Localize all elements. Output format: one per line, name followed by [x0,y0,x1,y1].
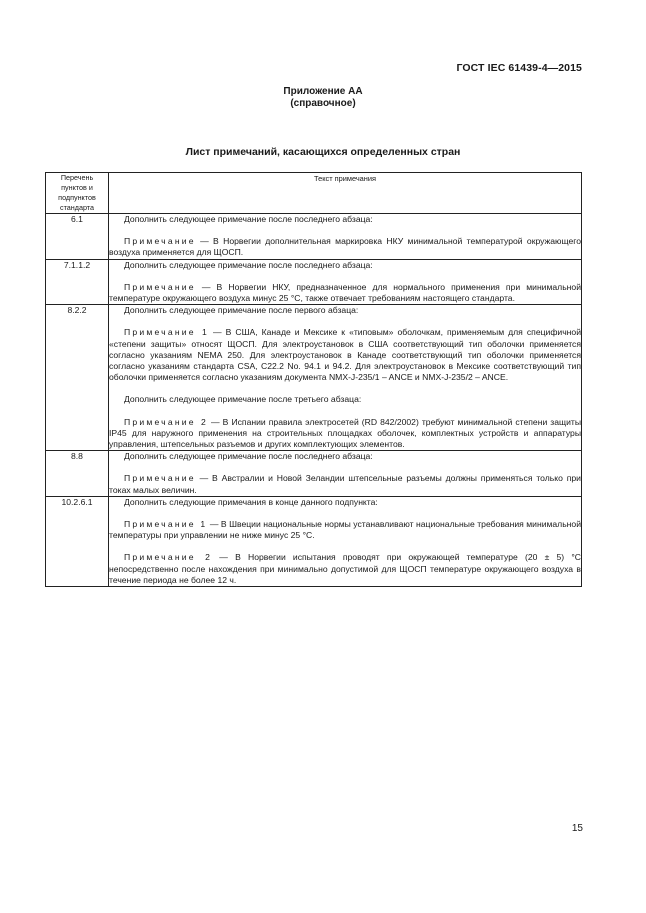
note-paragraph [109,282,581,304]
note-text-cell [109,496,582,586]
instruction-paragraph: Дополнить следующее примечание после последнего абзаца: [124,214,373,224]
note-label: Примечание [124,281,196,292]
instruction-paragraph: Дополнить следующее примечание после первого абзаца: [124,305,359,316]
note-paragraph [109,552,581,586]
note-label: Примечание 2 [124,552,213,563]
instruction-paragraph: Дополнить следующее примечание после последнего абзаца: [124,451,373,462]
country-notes-table [45,172,582,587]
note-body: — В Австралии и Новой Зеландии штепсельные разъемы должны применяться только при токах малых величин. [109,473,581,495]
note-body: — В США, Канаде и Мексике к «типовым» оболочкам, применяемым для специфичной «степени защиты» относят ЩОСП. Для электроустановок в США соответствующий тип оболочки применяется согласно указаниям NEMA 250. Для электроустановок в Канаде соответствующий тип оболочки применяется согласно указаниям стандарта CSA, C22.2 No. 94.1 и 94.2. Для электроустановок в Мексике соответствующий тип оболочки применяется согласно указаниям документа NMX-J-235/1 – ANCE и NMX-J-235/2 – ANCE. [109,327,582,383]
table-row [46,451,582,497]
annex-heading [0,86,646,110]
note-body: — В Швеции национальные нормы устанавливают национальные требования минимальной температуры при управлении не ниже минус 25 °С. [109,519,581,541]
standard-designation: ГОСТ IEC 61439-4—2015 [456,62,582,74]
note-text-column-header: Текст примечания [109,173,582,214]
note-paragraph [109,519,581,541]
note-paragraph [109,327,581,383]
note-label: Примечание [124,473,196,484]
note-paragraph [109,473,581,495]
note-text-cell [109,214,582,260]
note-label: Примечание [124,236,196,247]
note-text-cell [109,259,582,305]
note-text-cell [109,451,582,497]
note-body: — В Норвегии НКУ, предназначенное для нормального применения при минимальной температуре окружающего воздуха минус 25 °С, также отвечает требованиям настоящего стандарта. [109,281,581,304]
note-paragraph [109,236,581,258]
clause-number: 8.8 [46,451,109,497]
instruction-paragraph: Дополнить следующие примечания в конце данного подпункта: [124,496,378,507]
note-label: Примечание 1 [124,327,209,338]
document-title: Лист примечаний, касающихся определенных стран [185,146,461,158]
annex-subtitle: (справочное) [290,98,356,109]
clause-number: 8.2.2 [46,305,109,451]
clause-number: 7.1.1.2 [46,259,109,305]
table-row [46,259,582,305]
note-text-cell [109,305,582,451]
instruction-paragraph: Дополнить следующее примечание после последнего абзаца: [124,259,373,270]
note-body: — В Норвегии испытания проводят при окружающей температуре (20 ± 5) °С непосредственно после нахождения при минимально допустимой для ЩОСП температуре окружающего воздуха в течение периода не более 12 ч. [109,552,581,585]
note-body: — В Испании правила электросетей (RD 842/2002) требуют минимальной степени защиты IP45 для наружного применения на строительных площадках оболочек, комплектных устройств и аппаратуры управления, штепсельных разъемов и других комплектующих элементов. [109,416,581,450]
clause-column-header: Перечень пунктов и подпунктов стандарта [46,173,109,214]
table-header-row [46,173,582,214]
note-paragraph [109,417,581,451]
clause-number: 10.2.6.1 [46,496,109,586]
note-body: — В Норвегии дополнительная маркировка НКУ минимальной температурой окружающего воздуха применяется для ЩОСП. [109,236,581,258]
table-row [46,305,582,451]
note-label: Примечание 1 [124,519,208,530]
table-row [46,214,582,260]
note-label: Примечание 2 [124,416,208,427]
table-row [46,496,582,586]
annex-title: Приложение АА [283,86,363,97]
page-number: 15 [571,823,583,834]
clause-number: 6.1 [46,214,109,260]
instruction-paragraph: Дополнить следующее примечание после третьего абзаца: [124,394,362,405]
